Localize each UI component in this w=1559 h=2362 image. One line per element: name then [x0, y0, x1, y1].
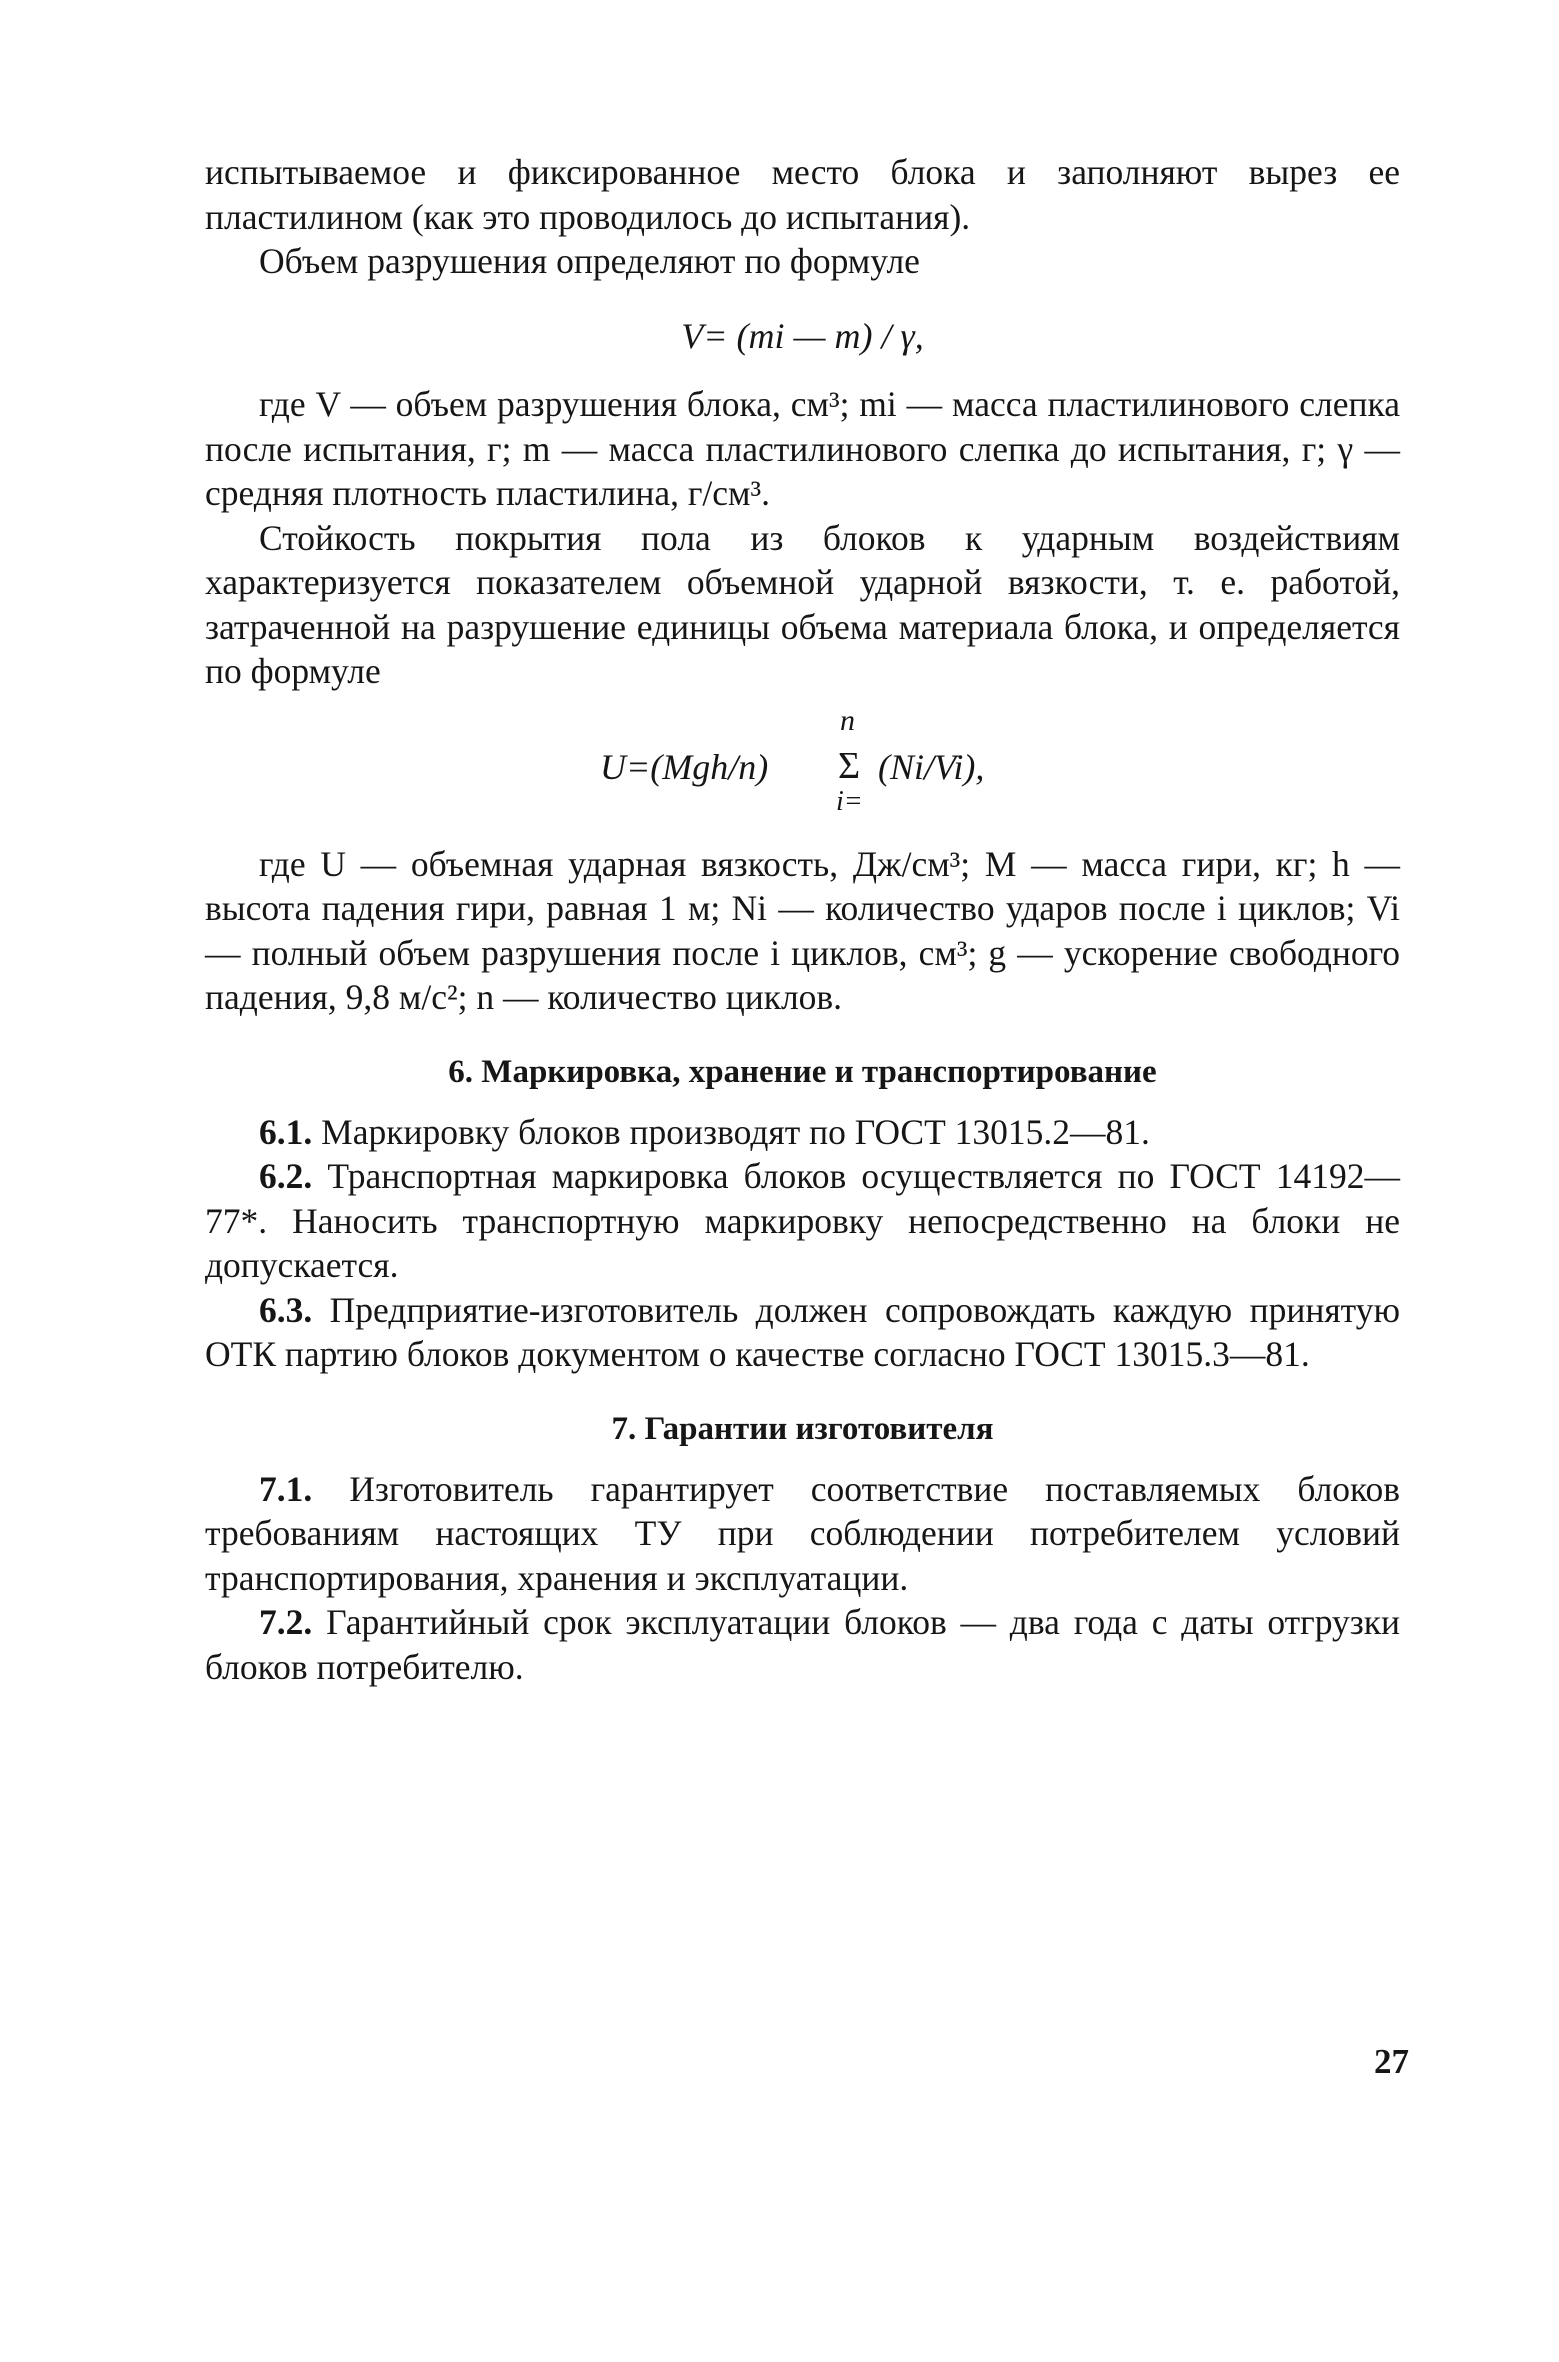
- clause-text: Транспортная маркировка блоков осуществляется по ГОСТ 14192—77*. Наносить транспортную маркировку непосредственно на блоки не допускается.: [205, 1156, 1400, 1285]
- clause-number: 6.2.: [259, 1156, 313, 1196]
- clause-text: Предприятие-изготовитель должен сопровождать каждую принятую ОТК партию блоков документом о качестве согласно ГОСТ 13015.3—81.: [205, 1289, 1400, 1374]
- clause-6-1: [205, 1110, 1400, 1155]
- paragraph-toughness-definitions: где U — объемная ударная вязкость, Дж/см³; M — масса гири, кг; h — высота падения гири, равная 1 м; Ni — количество ударов после i циклов; Vi — полный объем разрушения после i циклов, см³; g — ускорение свободного падения, 9,8 м/с²; n — количество циклов.: [205, 843, 1400, 1017]
- page-content: [205, 150, 1400, 1689]
- summation-sign: Σ: [838, 744, 861, 787]
- section-7-heading: 7. Гарантии изготовителя: [611, 1410, 994, 1447]
- clause-6-2: [205, 1154, 1400, 1288]
- clause-text: Гарантийный срок эксплуатации блоков — два года с даты отгрузки блоков потребителю.: [205, 1602, 1401, 1687]
- clause-7-1: [205, 1467, 1400, 1601]
- page-number: 27: [1374, 2042, 1409, 2081]
- clause-number: 6.1.: [259, 1111, 313, 1152]
- clause-number: 7.2.: [259, 1602, 313, 1642]
- clause-text: Маркировку блоков производят по ГОСТ 13015.2—81.: [321, 1111, 1150, 1152]
- clause-6-3: [205, 1288, 1400, 1377]
- paragraph-volume-formula-lead: Объем разрушения определяют по формуле: [259, 241, 920, 281]
- clause-number: 7.1.: [259, 1468, 313, 1509]
- clause-7-2: [205, 1600, 1400, 1689]
- clause-text: Изготовитель гарантирует соответствие поставляемых блоков требованиям настоящих ТУ при соблюдении потребителем условий транспортирования, хранения и эксплуатации.: [205, 1468, 1400, 1598]
- summation-lower-limit: i=: [836, 785, 863, 817]
- section-6-heading: 6. Маркировка, хранение и транспортирование: [448, 1053, 1157, 1090]
- paragraph-intro: испытываемое и фиксированное место блока и заполняют вырез ее пластилином (как это проводилось до испытания).: [205, 152, 1400, 237]
- formula-rhs: (Ni/Vi),: [878, 746, 985, 787]
- formula-volume: V= (mi — m) / γ,: [681, 315, 924, 356]
- formula-impact-toughness: [205, 704, 1400, 822]
- clause-number: 6.3.: [259, 1289, 313, 1330]
- paragraph-volume-definitions: где V — объем разрушения блока, см³; mi — масса пластилинового слепка после испытания, г; m — масса пластилинового слепка до испытания, г; γ — средняя плотность пластилина, г/см³.: [205, 384, 1400, 513]
- summation-upper-limit: n: [840, 703, 855, 737]
- formula-lhs: U=(Mgh/n): [600, 746, 769, 787]
- paragraph-impact-resistance: Стойкость покрытия пола из блоков к ударным воздействиям характеризуется показателем объемной ударной вязкости, т. е. работой, затраченной на разрушение единицы объема материала блока, и определяется по формуле: [205, 517, 1400, 691]
